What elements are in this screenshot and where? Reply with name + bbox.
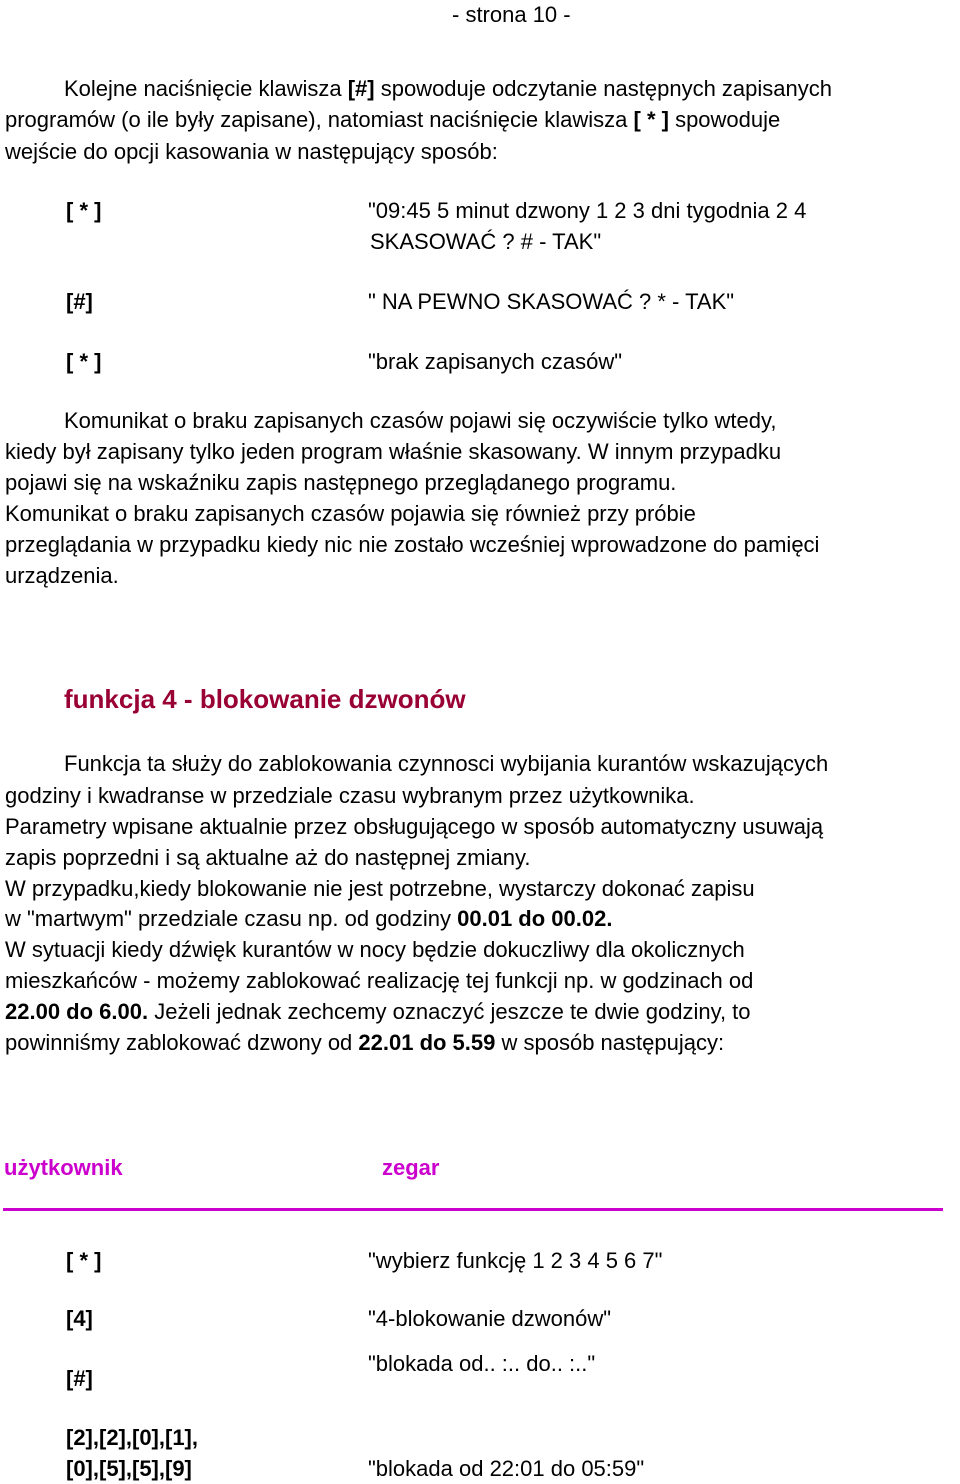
para2-line-10 <box>5 1030 724 1056</box>
para1-line-1: Komunikat o braku zapisanych czasów pojawi się oczywiście tylko wtedy, <box>64 408 777 433</box>
para2-line-5: W przypadku,kiedy blokowanie nie jest potrzebne, wystarczy dokonać zapisu <box>5 876 755 901</box>
intro-text: spowoduje odczytanie następnych zapisanych <box>374 76 832 101</box>
para2-line-9 <box>5 999 751 1025</box>
para2-line-2: godziny i kwadranse w przedziale czasu wybranym przez użytkownika. <box>5 783 695 808</box>
table-row-display-1: "wybierz funkcję 1 2 3 4 5 6 7" <box>368 1248 663 1273</box>
para1-line-5: przeglądania w przypadku kiedy nic nie zostało wcześniej wprowadzone do pamięci <box>5 532 820 557</box>
intro-line-3: wejście do opcji kasowania w następujący sposób: <box>5 139 498 164</box>
intro-text: programów (o ile były zapisane), natomiast naciśnięcie klawisza <box>5 107 634 132</box>
delete-key-1: [ * ] <box>66 198 102 223</box>
time-range: 22.00 do 6.00. <box>5 999 149 1024</box>
para1-line-2: kiedy był zapisany tylko jeden program właśnie skasowany. W innym przypadku <box>5 439 782 464</box>
delete-key-3: [ * ] <box>66 349 102 374</box>
para2-line-8: mieszkańców - możemy zablokować realizację tej funkcji np. w godzinach od <box>5 968 754 993</box>
table-row-key-4b: [0],[5],[5],[9] <box>66 1456 192 1481</box>
intro-line-1 <box>64 76 832 102</box>
intro-line-2 <box>5 107 780 133</box>
para1-line-3: pojawi się na wskaźniku zapis następnego przeglądanego programu. <box>5 470 677 495</box>
section-heading: funkcja 4 - blokowanie dzwonów <box>64 684 466 714</box>
header-divider <box>3 1208 943 1211</box>
delete-display-1b: SKASOWAĆ ? # - TAK" <box>370 229 602 254</box>
key-star: [ * ] <box>633 107 669 132</box>
para2-text: w "martwym" przedziale czasu np. od godziny <box>5 906 458 931</box>
table-row-key-1: [ * ] <box>66 1248 102 1273</box>
column-header-user: użytkownik <box>4 1155 123 1180</box>
para2-line-6 <box>5 906 612 932</box>
para2-text: w sposób następujący: <box>495 1030 725 1055</box>
delete-display-1a: "09:45 5 minut dzwony 1 2 3 dni tygodnia 2 4 <box>368 198 807 223</box>
table-row-key-2: [4] <box>66 1306 93 1331</box>
table-row-key-4a: [2],[2],[0],[1], <box>66 1425 198 1450</box>
para2-text: Jeżeli jednak zechcemy oznaczyć jeszcze te dwie godziny, to <box>148 999 751 1024</box>
para2-line-3: Parametry wpisane aktualnie przez obsługującego w sposób automatyczny usuwają <box>5 814 824 839</box>
time-range: 22.01 do 5.59 <box>358 1030 496 1055</box>
intro-text: Kolejne naciśnięcie klawisza <box>64 76 348 101</box>
table-row-display-3: "blokada od.. :.. do.. :.." <box>368 1351 596 1376</box>
delete-display-3: "brak zapisanych czasów" <box>368 349 623 374</box>
para2-line-7: W sytuacji kiedy dźwięk kurantów w nocy będzie dokuczliwy dla okolicznych <box>5 937 745 962</box>
para2-text: powinniśmy zablokować dzwony od <box>5 1030 359 1055</box>
para1-line-6: urządzenia. <box>5 563 119 588</box>
delete-key-2: [#] <box>66 289 93 314</box>
key-hash: [#] <box>347 76 375 101</box>
table-row-key-3: [#] <box>66 1366 93 1391</box>
para2-line-1: Funkcja ta służy do zablokowania czynnosci wybijania kurantów wskazujących <box>64 751 829 776</box>
para1-line-4: Komunikat o braku zapisanych czasów pojawia się również przy próbie <box>5 501 696 526</box>
column-header-clock: zegar <box>382 1155 440 1180</box>
delete-display-2: " NA PEWNO SKASOWAĆ ? * - TAK" <box>368 289 735 314</box>
para2-line-4: zapis poprzedni i są aktualne aż do następnej zmiany. <box>5 845 531 870</box>
intro-text: spowoduje <box>668 107 781 132</box>
time-range: 00.01 do 00.02. <box>457 906 613 931</box>
table-row-display-4: "blokada od 22:01 do 05:59" <box>368 1456 645 1481</box>
table-row-display-2: "4-blokowanie dzwonów" <box>368 1306 612 1331</box>
page-number: - strona 10 - <box>452 2 571 27</box>
